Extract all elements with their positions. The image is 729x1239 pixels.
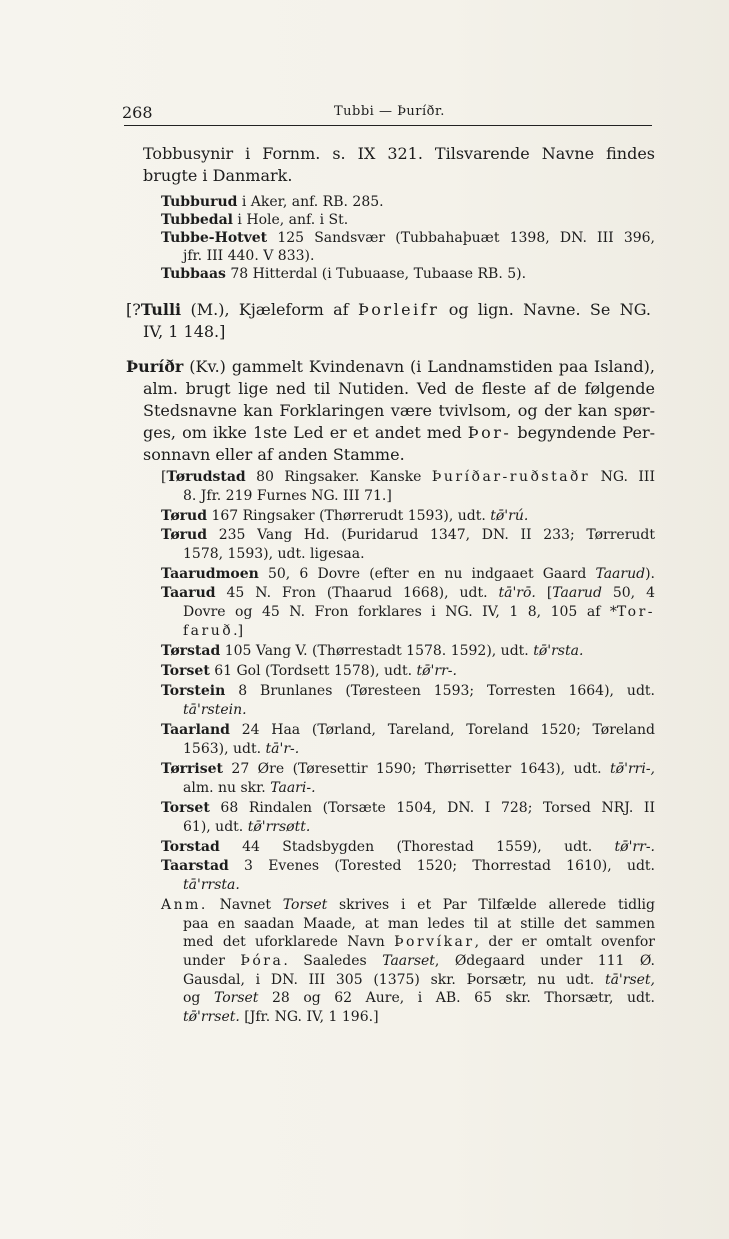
entry-headword: Taarud: [161, 585, 216, 601]
text-run: 105 Vang V. (Thørrestadt 1578. 1592), udt.: [220, 643, 534, 659]
text-run: NG. III: [590, 469, 655, 485]
entry-headword: Taarudmoen: [161, 566, 259, 582]
text-run: [: [535, 585, 553, 601]
text-line: [126, 358, 655, 376]
text-run: [?: [126, 300, 141, 319]
text-line: [161, 230, 655, 246]
text-line: [143, 424, 655, 442]
spaced-name: Anm.: [161, 897, 208, 913]
text-run: Navnet: [207, 897, 283, 913]
text-run: med det uforklarede Navn: [183, 934, 395, 950]
text-run: (M.), Kjæleform af: [181, 300, 358, 319]
entry-headword: Torset: [161, 800, 210, 816]
pronunciation: Torset: [282, 897, 328, 913]
text-run: begyndende Per-: [511, 423, 655, 442]
text-run: 78 Hitterdal (i Tubuaase, Tubaase RB. 5).: [225, 266, 527, 282]
text-run: og: [183, 990, 214, 1006]
text-run: 3 Evenes (Torested 1520; Thorrestad 1610), udt.: [228, 858, 655, 874]
text-run: 1563), udt.: [183, 741, 266, 757]
text-run: 125 Sandsvær (Tubbahaþuæt 1398, DN. III 396,: [267, 230, 655, 246]
text-line: [183, 953, 655, 969]
text-run: sonnavn eller af anden Stamme.: [143, 445, 405, 464]
text-run: 61), udt.: [183, 819, 248, 835]
pronunciation: tø̄'rsta.: [533, 643, 584, 659]
text-run: Gausdal, i DN. III 305 (1375) skr. Þorsætr, nu udt.: [183, 972, 605, 988]
text-run: jfr. III 440. V 833).: [183, 248, 315, 264]
running-title: Tubbi — Þuríðr.: [334, 104, 445, 119]
text-run: skrives i et Par Tilfælde allerede tidlig: [327, 897, 655, 913]
text-line: [161, 722, 655, 738]
text-line: [161, 761, 655, 777]
text-run: 61 Gol (Tordsett 1578), udt.: [209, 663, 417, 679]
text-run: paa en saadan Maade, at man ledes til at stille det sammen: [183, 916, 655, 932]
pronunciation: tø̄'rrset.: [183, 1009, 240, 1025]
pronunciation: Taarset: [382, 953, 435, 969]
text-line: [161, 897, 655, 913]
pronunciation: tā'rset,: [604, 972, 655, 988]
text-run: 45 N. Fron (Thaarud 1668), udt.: [215, 585, 499, 601]
text-line: [161, 527, 655, 543]
entry-headword: Tulli: [140, 300, 182, 319]
pronunciation: Taarud: [552, 585, 602, 601]
pronunciation: tā'rrsta.: [183, 877, 240, 893]
text-line: [143, 323, 225, 341]
spaced-name: Þorvíkar: [394, 934, 475, 950]
spaced-name: faruð: [183, 623, 234, 639]
text-line: [183, 916, 655, 932]
running-header: [122, 103, 652, 127]
text-run: 8 Brunlanes (Tøresteen 1593; Torresten 1664), udt.: [225, 683, 655, 699]
text-run: IV, 1 148.]: [143, 322, 226, 341]
header-rule: [124, 125, 652, 126]
text-run: 235 Vang Hd. (Þuridarud 1347, DN. II 233; Tørrerudt: [207, 527, 655, 543]
text-run: alm. nu skr.: [183, 780, 271, 796]
text-line: [126, 301, 651, 319]
text-line: [183, 819, 310, 835]
text-line: [143, 167, 292, 185]
text-line: [183, 702, 247, 718]
text-line: [161, 212, 348, 228]
text-line: [183, 780, 316, 796]
pronunciation: tø̄'rr-.: [416, 663, 457, 679]
text-run: Tobbusynir i Fornm. s. IX 321. Tilsvarende Navne findes: [143, 144, 655, 163]
spaced-name: Þorleifr: [357, 300, 440, 319]
entry-headword: Tørriset: [161, 761, 223, 777]
text-line: [161, 266, 526, 282]
text-line: [183, 934, 655, 950]
entry-headword: Tubbedal: [161, 212, 233, 228]
text-line: [183, 972, 655, 988]
entry-headword: Tubbe-Hotvet: [161, 230, 268, 246]
text-run: og lign. Navne. Se NG.: [439, 300, 651, 319]
text-run: ges, om ikke 1ste Led er et andet med: [143, 423, 468, 442]
text-line: [161, 585, 655, 601]
text-line: [161, 643, 583, 659]
text-run: 167 Ringsaker (Thørrerudt 1593), udt.: [207, 508, 491, 524]
text-run: [Jfr. NG. IV, 1 196.]: [239, 1009, 379, 1025]
entry-headword: Tørstad: [161, 643, 221, 659]
pronunciation: tā'r-.: [265, 741, 300, 757]
text-line: [161, 194, 384, 210]
text-run: 28 og 62 Aure, i AB. 65 skr. Thorsætr, udt.: [258, 990, 656, 1006]
pronunciation: tø̄'rr-.: [614, 839, 655, 855]
spaced-name: Þuríðar-ruðstaðr: [431, 469, 591, 485]
text-run: brugte i Danmark.: [143, 166, 293, 185]
text-line: [161, 508, 528, 524]
text-line: [161, 858, 655, 874]
pronunciation: Taarud: [595, 566, 646, 582]
text-run: alm. brugt lige ned til Nutiden. Ved de fleste af de følgende: [143, 379, 655, 398]
text-run: 44 Stadsbygden (Thorestad 1559), udt.: [219, 839, 615, 855]
text-run: , der er omtalt ovenfor: [474, 934, 655, 950]
pronunciation: Taari-.: [270, 780, 316, 796]
entry-headword: Tørudstad: [166, 469, 246, 485]
text-line: [183, 488, 392, 504]
text-run: . Saaledes: [283, 953, 383, 969]
text-run: 27 Øre (Tøresettir 1590; Thørrisetter 1643), udt.: [223, 761, 611, 777]
entry-headword: Torstad: [161, 839, 220, 855]
text-run: Dovre og 45 N. Fron forklares i NG. IV, 1 8, 105 af *: [183, 604, 617, 620]
text-line: [183, 877, 240, 893]
text-run: 50, 6 Dovre (efter en nu indgaaet Gaard: [258, 566, 596, 582]
entry-headword: Taarstad: [161, 858, 229, 874]
entry-headword: Þuríðr: [126, 357, 184, 376]
entry-headword: Torset: [161, 663, 210, 679]
text-line: [183, 604, 655, 620]
text-run: (Kv.) gammelt Kvindenavn (i Landnamstiden paa Island),: [183, 357, 655, 376]
text-run: i Hole, anf. i St.: [232, 212, 349, 228]
spaced-name: Tor-: [616, 604, 655, 620]
text-line: [183, 1009, 379, 1025]
text-run: [: [161, 469, 167, 485]
text-line: [143, 145, 655, 163]
text-run: .]: [233, 623, 244, 639]
pronunciation: tø̄'rri-,: [610, 761, 655, 777]
pronunciation: tø̄'rú.: [490, 508, 529, 524]
entry-headword: Tørud: [161, 527, 208, 543]
text-line: [183, 546, 365, 562]
text-line: [143, 402, 655, 420]
text-line: [161, 469, 655, 485]
text-run: 50, 4: [601, 585, 655, 601]
text-line: [183, 741, 299, 757]
entry-headword: Tubbaas: [161, 266, 226, 282]
text-run: , Ødegaard under 111 Ø.: [434, 953, 655, 969]
text-run: 80 Ringsaker. Kanske: [245, 469, 432, 485]
entry-headword: Tubburud: [161, 194, 238, 210]
text-line: [161, 683, 655, 699]
text-line: [161, 800, 655, 816]
text-run: under: [183, 953, 241, 969]
text-line: [143, 380, 655, 398]
entry-headword: Taarland: [161, 722, 230, 738]
text-line: [183, 990, 655, 1006]
text-run: ).: [645, 566, 655, 582]
text-run: 24 Haa (Tørland, Tareland, Toreland 1520; Tøreland: [229, 722, 655, 738]
text-run: 68 Rindalen (Torsæte 1504, DN. I 728; Torsed NRJ. II: [209, 800, 655, 816]
text-run: i Aker, anf. RB. 285.: [237, 194, 384, 210]
text-run: 8. Jfr. 219 Furnes NG. III 71.]: [183, 488, 392, 504]
spaced-name: Þóra: [240, 953, 284, 969]
pronunciation: tø̄'rrsøtt.: [247, 819, 311, 835]
pronunciation: Torset: [213, 990, 259, 1006]
text-line: [183, 248, 314, 264]
text-run: Stedsnavne kan Forklaringen være tvivlsom, og der kan spør-: [143, 401, 655, 420]
text-line: [183, 623, 243, 639]
text-line: [161, 566, 655, 582]
text-line: [161, 839, 655, 855]
page-number: 268: [122, 103, 153, 122]
pronunciation: tā'rstein.: [183, 702, 247, 718]
pronunciation: tā'rō.: [498, 585, 536, 601]
text-line: [143, 446, 405, 464]
text-run: 1578, 1593), udt. ligesaa.: [183, 546, 365, 562]
spaced-name: Þor-: [467, 423, 512, 442]
text-line: [161, 663, 457, 679]
entry-headword: Torstein: [161, 683, 226, 699]
entry-headword: Tørud: [161, 508, 208, 524]
